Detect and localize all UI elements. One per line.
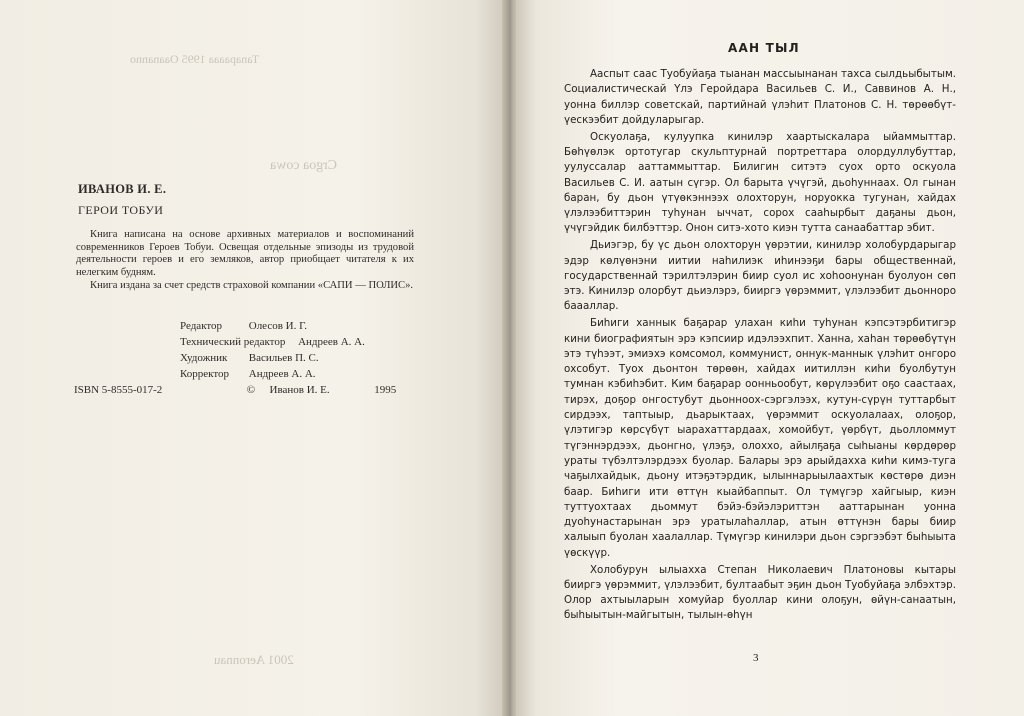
body-paragraph: Ааспыт саас Туобуйаҕа тыанан массыынанан тахса сылдьыбытым. Социалистическай Үлэ Геройдара Васильев С. И., Саввинов А. Н., уонна биллэр советскай, партийнай үлэһит Платонов С. Н. төрөөбүт-үескээбит дойдуларыгар.	[564, 68, 956, 126]
credit-row	[180, 334, 365, 350]
left-page	[0, 0, 506, 716]
publication-year: 1995	[374, 384, 397, 396]
bleed-through-text: 2001 Aeronnau	[214, 652, 294, 667]
isbn-line	[74, 384, 396, 396]
credit-role: Редактор	[180, 320, 223, 332]
body-paragraph: Дьиэгэр, бу үс дьон олохторун үөрэтии, кинилэр холобурдарыгар эдэр көлүөнэни иитии наһилиэк иһинээҕи бары общественнай, государственнай тэрилтэлэрин биир суол ис хоһоонунан буолуон сөп этэ. Кинилэр олорбут дьиэлэрэ, бииргэ үөрэммит, үлэлээбит дьонноро баааллар.	[564, 239, 956, 313]
credit-name: Андреев А. А.	[248, 368, 316, 380]
bleed-through-text: Crgoa cowa	[270, 158, 337, 173]
bleed-through-text: Tanapaaaa 1995 Oaananno	[130, 52, 260, 66]
isbn-number: ISBN 5-8555-017-2	[74, 384, 163, 396]
credit-name: Олесов И. Г.	[248, 320, 307, 332]
right-page	[516, 0, 1024, 716]
annotation	[76, 229, 414, 294]
body-text	[564, 67, 956, 625]
credit-row	[180, 366, 365, 382]
credit-row	[180, 350, 365, 366]
page-number: 3	[753, 652, 759, 664]
credit-name: Васильев П. С.	[248, 352, 319, 364]
body-paragraph: Оскуолаҕа, кулуупка кинилэр хаартыскалара ыйаммыттар. Бөһүөлэк ортотугар скульптурнай портреттара олордуллубуттар, уулуссалар ааттаммыттар. Билигин ситэтэ суох орто оскуола Васильев С. И. аатын сүгэр. Ол барыта үчүгэй, дьоһуннаах. Ол гынан баран, бу дьон үтүөкэннээх олохторун, норуокка тугунан, хайдах үлэлээбиттэрин туһунан ыччат, сорох сааһырбыт даҕаны дьон, үчүгэйдик билбэттэр. Онон ситэ-хото киэн тутта санаабаттар эбит.	[564, 130, 956, 235]
credit-role: Корректор	[180, 368, 230, 380]
annotation-paragraph: Книга написана на основе архивных материалов и воспоминаний современников Героев Тобуи. Освещая отдельные эпизоды из трудовой деятельности героев и его земляков, автор приобщает читателя к их нелегким будням.	[76, 229, 414, 278]
annotation-paragraph: Книга издана за счет средств страховой компании «САПИ — ПОЛИС».	[90, 280, 414, 292]
copyright-symbol: ©	[246, 384, 256, 396]
credit-row	[180, 318, 365, 334]
book-title: ГЕРОИ ТОБУИ	[78, 203, 164, 217]
credit-role: Технический редактор	[180, 336, 286, 348]
chapter-title: ААН ТЫЛ	[728, 41, 800, 55]
body-paragraph: Биһиги ханнык баҕарар улахан киһи туһунан кэпсэтэрбитигэр кини биографиятын эрэ кэпсиир идэлээхпит. Ханна, хаһан төрөөбүтүн этэ түһээт, эмиэхэ комсомол, коммунист, оннук-маннык үлэһит онгоро охсобут. Туох дьонтон төрөөн, хайдах иитиллэн киһи буолбутун тумнан кэбиһэбит. Ким баҕарар оонньообут, көрүлээбит оҕо саастаах, тирэх, доҕор онгостубут дьонноох-сэргэлээх, кутун-сүрүн туттарбыт сирдээх, таптыыр, дьарыктаах, үөрэммит оскуолалаах, олоҕор, үлэтигэр көрсүбүт ыарахаттардаах, хомойбут, үөрбүт, дьолломмут түгэннэрдээх, дьонгно, үлэҕэ, олоххо, айылҕаҕа сыһыаны көрдөрөр ураты түбэлтэлэрдээх буолар. Балары эрэ арыйдахха киһи кимэ-туга чаҕылхайдык, дьону итэҕэтэрдик, ылыннарыылаахтык көстөрө диэн баар. Биһиги ити өттүн кыайбаппыт. Ол түмүгэр хайгыыр, киэн туттуохтаах дьоммут бэйэ-бэйэлэриттэн ааттарынан уонна дуоһунастарынан эрэ уратылаһаллар, атын өттүнэн бары биир халыып буолан хаалаллар. Түмүгэр кинилэри дьон сэргээбэт быһыыта үөскүүр.	[564, 317, 956, 559]
credit-role: Художник	[180, 352, 228, 364]
credit-name: Андреев А. А.	[298, 336, 365, 348]
copyright-holder: Иванов И. Е.	[269, 384, 330, 396]
credits-list	[180, 318, 365, 382]
body-paragraph: Холобурун ылыахха Степан Николаевич Платоновы кытары бииргэ үөрэммит, үлэлээбит, бултаабыт эҕин дьон Туобуйаҕа элбэхтэр. Олор ахтыыларын хомуйар буоллар кини олоҕун, өйүн-санаатын, быһыытын-майгытын, тылын-өһүн	[564, 563, 956, 622]
author-name: ИВАНОВ И. Е.	[78, 182, 167, 196]
